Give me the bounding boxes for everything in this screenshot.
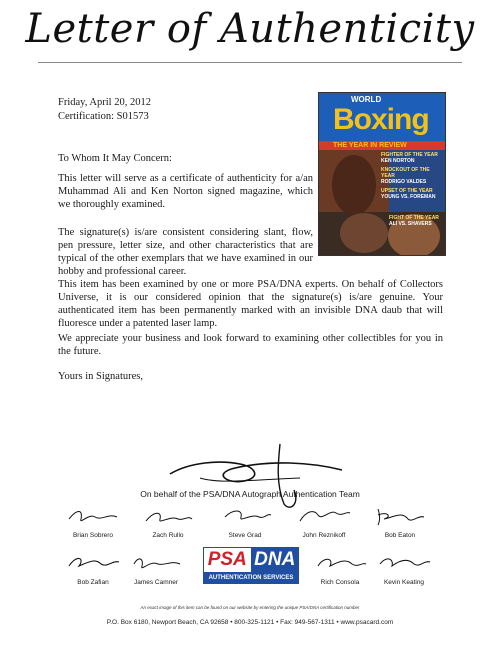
signature-james-camner: James Camner [128, 552, 191, 586]
letter-paragraph-4: We appreciate your business and look forward to examining other collectibles for you in the future. [58, 333, 443, 357]
dna-logo-text: DNA [252, 548, 299, 572]
signature-bob-zafian: Bob Zafian [65, 552, 128, 586]
header-divider [38, 62, 462, 63]
magazine-fight-line: FIGHT OF THE YEAR ALI VS. SHAVERS [389, 215, 439, 227]
signature-rich-consola: Rich Consola [312, 552, 375, 586]
certification-number: Certification: S01573 [58, 111, 149, 122]
team-caption: On behalf of the PSA/DNA Autograph Authentication Team [140, 489, 360, 499]
magazine-banner: THE YEAR IN REVIEW [333, 142, 407, 149]
letter-paragraph-1: This letter will serve as a certificate of authenticity for a/an Muhammad Ali and Ken Norton signed magazine, which we thoroughly examined. [58, 173, 313, 210]
letter-paragraph-2: The signature(s) is/are consistent considering slant, flow, pen pressure, letter size, and other characteristics that are typical of the other exemplars that we have examined in our hobby and professional career. [58, 227, 313, 277]
signature-bob-eaton: Bob Eaton [372, 505, 435, 539]
logo-subtitle: AUTHENTICATION SERVICES [203, 573, 299, 584]
psa-dna-logo [203, 547, 299, 583]
signature-brian-sobrero: Brian Sobrero [65, 505, 128, 539]
page-title: Letter of Authenticity [25, 6, 475, 52]
footer-note: An exact image of this item can be found on our website by entering the unique PSA/DNA certification number [140, 605, 360, 610]
footer-address: P.O. Box 6180, Newport Beach, CA 92658 • 800-325-1121 • Fax: 949-567-1311 • www.psacard.com [106, 619, 394, 626]
signature-john-reznikoff: John Reznikoff [296, 505, 359, 539]
letter-meta [58, 96, 151, 124]
signature-zach-rullo: Zach Rullo [140, 505, 203, 539]
main-signature [160, 434, 350, 514]
letter-closing: Yours in Signatures, [58, 371, 143, 382]
magazine-top-label: WORLD [351, 95, 382, 104]
letter-paragraph-3: This item has been examined by one or more PSA/DNA experts. On behalf of Collectors Universe, it is our considered opinion that the signature(s) is/are genuine. Your authenticated item has been permanently marked with an invisible DNA daub that will fluoresce under a patented laser lamp. [58, 279, 443, 329]
psa-logo-text: PSA [204, 548, 251, 572]
letter-salutation: To Whom It May Concern: [58, 153, 172, 164]
magazine-cover-lines: FIGHTER OF THE YEAR KEN NORTON KNOCKOUT OF THE YEAR RODRIGO VALDES UPSET OF THE YEAR YOUNG VS. FOREMAN [381, 152, 438, 200]
magazine-cover-image [318, 92, 446, 256]
magazine-name: Boxing [333, 103, 429, 136]
signature-kevin-keating: Kevin Keating [376, 552, 439, 586]
signature-steve-grad: Steve Grad [217, 505, 280, 539]
letter-date: Friday, April 20, 2012 [58, 97, 151, 108]
